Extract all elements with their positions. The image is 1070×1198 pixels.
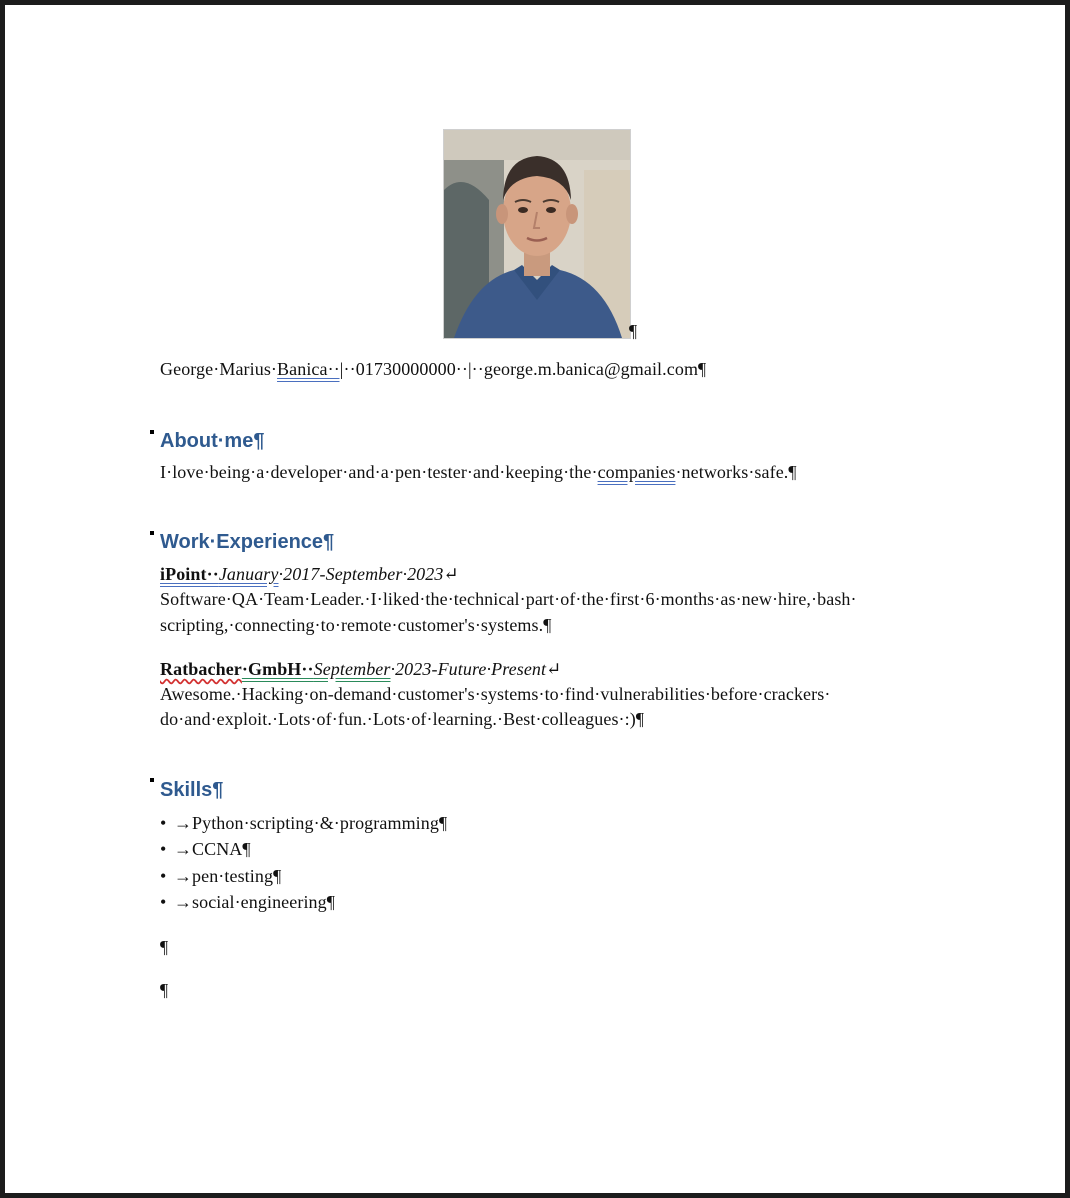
skill-item xyxy=(160,892,335,913)
empty-paragraph: ¶ xyxy=(160,937,169,957)
job2-description-line1: Awesome.·Hacking·on-demand·customer's·systems·to·find·vulnerabilities·before·crackers· xyxy=(160,684,831,704)
job2-date-month: September xyxy=(313,659,391,679)
job1-description-line2: scripting,·connecting·to·remote·customer's·systems.¶ xyxy=(160,615,552,635)
portrait-illustration xyxy=(444,130,630,338)
job1-date-month: January xyxy=(218,564,279,584)
job1-description-line1: Software·QA·Team·Leader.·I·liked·the·technical·part·of·the·first·6·months·as·new·hire,·bash· xyxy=(160,589,857,609)
tab-arrow-icon: → xyxy=(174,839,193,859)
job1-title-line xyxy=(160,564,459,585)
tab-arrow-icon: → xyxy=(174,813,193,833)
job2-date-range: ·2023-Future·Present↵ xyxy=(390,659,562,679)
document-page xyxy=(5,5,1065,1193)
skills-heading: Skills¶ xyxy=(160,779,224,801)
skill-item xyxy=(160,839,251,860)
tab-arrow-icon: → xyxy=(174,866,193,886)
job2-company-a: Ratbacher xyxy=(160,659,242,679)
empty-paragraph: ¶ xyxy=(160,980,169,1000)
bullet-icon: • xyxy=(160,813,167,833)
contact-line xyxy=(160,359,706,380)
about-text xyxy=(160,462,797,483)
contact-surname: Banica··| xyxy=(277,359,344,379)
about-text-part: I·love·being·a·developer·and·a·pen·tester·and·keeping·the· xyxy=(160,462,598,482)
skill-label: pen·testing¶ xyxy=(192,866,282,886)
about-text-underlined: companies xyxy=(597,462,676,482)
contact-details: ··01730000000··|··george.m.banica@gmail.com¶ xyxy=(343,359,707,379)
skill-item xyxy=(160,813,447,834)
job1-date-range: ·2017-September·2023↵ xyxy=(278,564,459,584)
job2-title-line xyxy=(160,659,561,680)
paragraph-marker xyxy=(150,778,154,782)
paragraph-marker xyxy=(150,531,154,535)
job2-company-b: ·GmbH·· xyxy=(241,659,314,679)
job1-company: iPoint·· xyxy=(160,564,219,584)
tab-arrow-icon: → xyxy=(174,892,193,912)
about-heading: About·me¶ xyxy=(160,430,265,452)
bullet-icon: • xyxy=(160,839,167,859)
paragraph-marker xyxy=(150,430,154,434)
bullet-icon: • xyxy=(160,866,167,886)
job2-description-line2: do·and·exploit.·Lots·of·fun.·Lots·of·learning.·Best·colleagues·:)¶ xyxy=(160,709,645,729)
photo-pilcrow: ¶ xyxy=(629,321,638,341)
bullet-icon: • xyxy=(160,892,167,912)
skill-item xyxy=(160,866,281,887)
contact-name: George·Marius· xyxy=(160,359,278,379)
skill-label: social·engineering¶ xyxy=(192,892,335,912)
about-text-part: ·networks·safe.¶ xyxy=(675,462,797,482)
skill-label: CCNA¶ xyxy=(192,839,251,859)
profile-photo[interactable] xyxy=(443,129,631,339)
skill-label: Python·scripting·&·programming¶ xyxy=(192,813,448,833)
work-heading: Work·Experience¶ xyxy=(160,531,335,553)
